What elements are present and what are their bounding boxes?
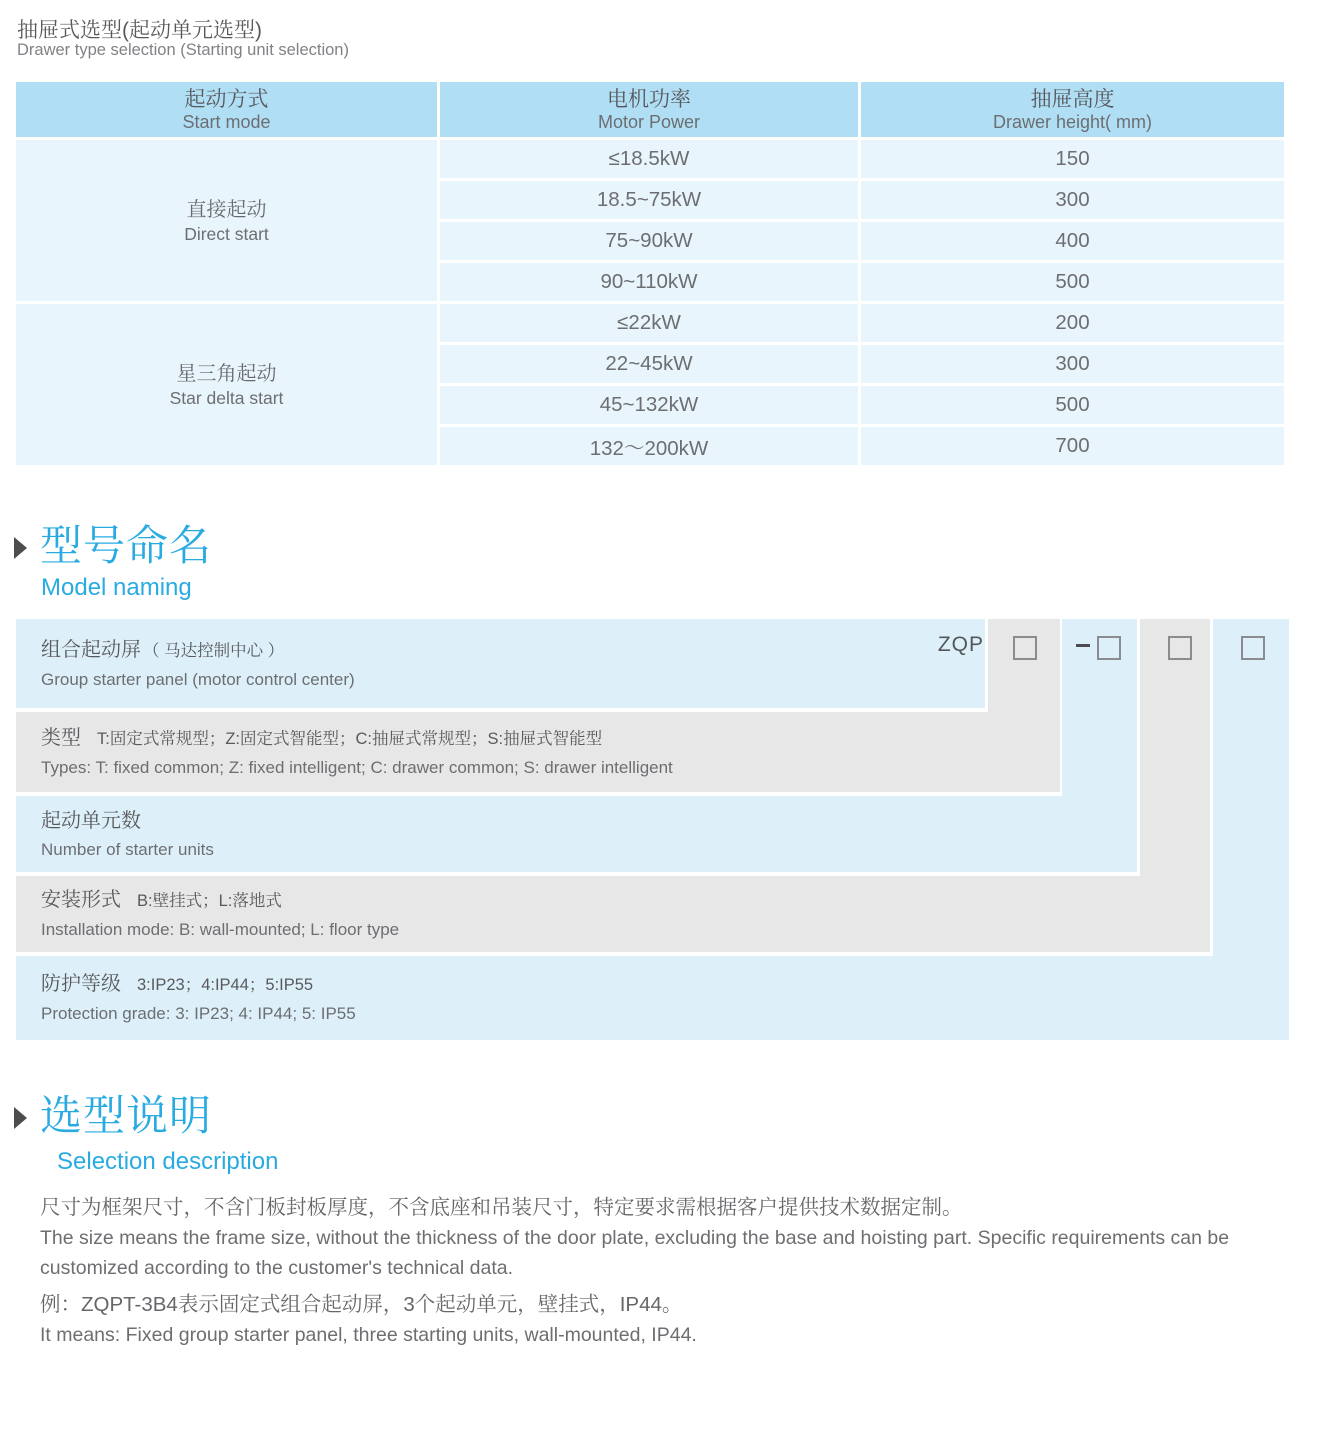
page-title-en: Drawer type selection (Starting unit selection) <box>17 41 349 59</box>
group-cell-star-delta-start <box>16 304 437 465</box>
height-cell: 300 <box>861 345 1284 383</box>
section-title-model-naming-zh: 型号命名 <box>40 522 213 569</box>
star-delta-start-en: Star delta start <box>169 387 284 408</box>
direct-start-en: Direct start <box>184 223 269 244</box>
naming-column-type <box>988 619 1060 714</box>
power-cell: 75~90kW <box>440 222 858 260</box>
desc-line2-en: It means: Fixed group starter panel, three starting units, wall-mounted, IP44. <box>40 1324 697 1346</box>
header-drawer-height-en: Drawer height( mm) <box>992 111 1153 132</box>
naming-row1-en: Group starter panel (motor control center) <box>41 669 355 689</box>
naming-row-types <box>16 712 1060 792</box>
height-cell: 500 <box>861 263 1284 301</box>
hyphen-icon <box>1076 644 1090 647</box>
naming-column-protection <box>1213 619 1289 958</box>
section-title-model-naming-en: Model naming <box>41 574 192 601</box>
section-marker-icon <box>14 1107 27 1129</box>
direct-start-zh: 直接起动 <box>186 198 267 221</box>
naming-row1-zh: 组合起动屏 <box>41 638 141 661</box>
power-cell: 132～200kW <box>440 427 858 465</box>
power-cell: ≤22kW <box>440 304 858 342</box>
naming-row4-en: Installation mode: B: wall-mounted; L: floor type <box>41 920 400 939</box>
selection-description-paragraph <box>40 1192 1292 1350</box>
header-motor-power-en: Motor Power <box>597 111 701 132</box>
drawer-selection-table <box>16 82 1284 465</box>
height-cell: 200 <box>861 304 1284 342</box>
column-header-start-mode <box>16 82 437 137</box>
header-start-mode-zh: 起动方式 <box>184 87 269 111</box>
naming-row-group-starter-panel <box>16 619 985 708</box>
section-title-selection-desc-zh: 选型说明 <box>40 1092 213 1139</box>
column-header-drawer-height <box>861 82 1284 137</box>
naming-row1-zh-detail: （ 马达控制中心 ） <box>143 641 285 660</box>
header-motor-power-zh: 电机功率 <box>607 87 691 111</box>
section-marker-icon <box>14 537 27 559</box>
naming-row2-zh-detail: T:固定式常规型；Z:固定式智能型；C:抽屉式常规型；S:抽屉式智能型 <box>97 730 603 748</box>
height-cell: 150 <box>861 140 1284 178</box>
group-cell-direct-start <box>16 140 437 301</box>
height-cell: 500 <box>861 386 1284 424</box>
power-cell: 90~110kW <box>440 263 858 301</box>
naming-row2-en: Types: T: fixed common; Z: fixed intelligent; C: drawer common; S: drawer intelligent <box>41 758 673 777</box>
desc-line2-zh: 例：ZQPT-3B4表示固定式组合起动屏，3个起动单元，壁挂式，IP44。 <box>40 1293 683 1316</box>
power-cell: ≤18.5kW <box>440 140 858 178</box>
power-cell: 18.5~75kW <box>440 181 858 219</box>
power-cell: 22~45kW <box>440 345 858 383</box>
desc-line1-zh: 尺寸为框架尺寸，不含门板封板厚度，不含底座和吊装尺寸，特定要求需根据客户提供技术数据定制。 <box>40 1196 963 1219</box>
naming-row5-zh-detail: 3:IP23；4:IP44；5:IP55 <box>137 976 314 994</box>
power-cell: 45~132kW <box>440 386 858 424</box>
header-drawer-height-zh: 抽屉高度 <box>1030 87 1115 111</box>
height-cell: 300 <box>861 181 1284 219</box>
section-title-selection-desc-en: Selection description <box>57 1148 279 1175</box>
page-title-zh: 抽屉式选型(起动单元选型) <box>17 19 262 42</box>
model-code-box-type-icon <box>1013 636 1037 660</box>
naming-row4-zh-detail: B:壁挂式；L:落地式 <box>137 892 282 910</box>
naming-row5-en: Protection grade: 3: IP23; 4: IP44; 5: IP55 <box>41 1004 356 1023</box>
naming-row-installation-mode <box>16 876 1210 952</box>
naming-row4-zh: 安装形式 <box>41 889 121 911</box>
naming-row-starter-units <box>16 796 1137 872</box>
naming-row3-en: Number of starter units <box>41 839 214 859</box>
naming-row5-zh: 防护等级 <box>41 973 121 995</box>
model-code-prefix: ZQP <box>937 633 984 656</box>
model-code-box-protection-icon <box>1241 636 1265 660</box>
naming-row3-zh: 起动单元数 <box>41 809 141 832</box>
naming-row-protection-grade <box>16 956 1289 1040</box>
column-header-motor-power <box>440 82 858 137</box>
height-cell: 400 <box>861 222 1284 260</box>
header-start-mode-en: Start mode <box>182 111 271 132</box>
height-cell: 700 <box>861 427 1284 465</box>
model-code-box-installation-icon <box>1168 636 1192 660</box>
desc-line1-en: The size means the frame size, without the thickness of the door plate, excluding the base and hoisting part. Specific requirements can be customized according to the customer's technical data. <box>40 1227 1230 1279</box>
naming-row2-zh: 类型 <box>41 727 81 749</box>
model-code-box-units-icon <box>1097 636 1121 660</box>
star-delta-start-zh: 星三角起动 <box>176 362 277 385</box>
